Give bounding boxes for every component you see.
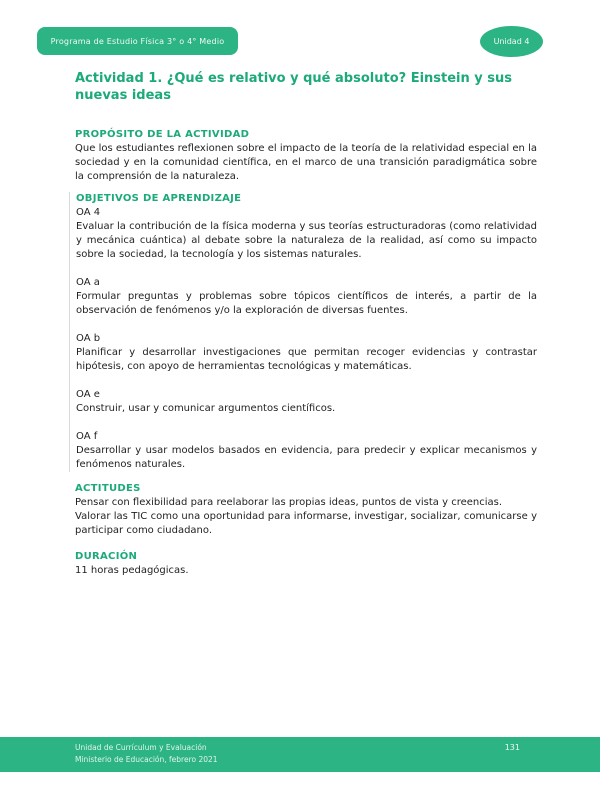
oa-code: OA a — [76, 277, 100, 288]
oa-text: Planificar y desarrollar investigaciones que permitan recoger evidencias y contrastar hipótesis, con apoyo de herramientas tecnológicas y matemáticas. — [76, 347, 537, 372]
actitudes-paragraph: Valorar las TIC como una oportunidad para informarse, investigar, socializar, comunicarse y participar como ciudadano. — [75, 511, 537, 536]
actitudes-heading: ACTITUDES — [75, 483, 141, 494]
section-actitudes — [75, 482, 537, 538]
proposito-heading: PROPÓSITO DE LA ACTIVIDAD — [75, 129, 250, 140]
oa-item — [76, 276, 537, 318]
page-number: 131 — [504, 743, 520, 752]
oa-text: Formular preguntas y problemas sobre tópicos científicos de interés, a partir de la observación de fenómenos y/o la exploración de diversas fuentes. — [76, 291, 537, 316]
footer-bar — [0, 737, 600, 772]
footer-line2: Ministerio de Educación, febrero 2021 — [75, 755, 218, 764]
oa-code: OA e — [76, 389, 100, 400]
objetivos-heading: OBJETIVOS DE APRENDIZAJE — [76, 193, 242, 204]
oa-code: OA b — [76, 333, 101, 344]
footer-credits — [75, 742, 218, 766]
program-header-pill — [37, 27, 238, 55]
duracion-body: 11 horas pedagógicas. — [75, 565, 189, 576]
oa-item — [76, 332, 537, 374]
activity-title: Actividad 1. ¿Qué es relativo y qué absoluto? Einstein y sus nuevas ideas — [75, 71, 513, 103]
oa-text: Evaluar la contribución de la física moderna y sus teorías estructuradoras (como relatividad y mecánica cuántica) al debate sobre la naturaleza de la realidad, así como su impacto sobre la sociedad, la tecnología y los sistemas naturales. — [76, 221, 537, 260]
section-proposito — [75, 128, 537, 184]
oa-item — [76, 430, 537, 472]
program-header-label: Programa de Estudio Física 3° o 4° Medio — [50, 36, 225, 46]
unit-badge-label: Unidad 4 — [493, 37, 530, 46]
duracion-heading: DURACIÓN — [75, 551, 138, 562]
oa-item — [76, 206, 537, 262]
oa-code: OA f — [76, 431, 98, 442]
actitudes-paragraph: Pensar con flexibilidad para reelaborar las propias ideas, puntos de vista y creencias. — [75, 497, 503, 508]
section-objetivos — [69, 192, 537, 472]
oa-text: Desarrollar y usar modelos basados en evidencia, para predecir y explicar mecanismos y fenómenos naturales. — [76, 445, 537, 470]
oa-code: OA 4 — [76, 207, 101, 218]
section-duracion — [75, 550, 537, 578]
oa-text: Construir, usar y comunicar argumentos científicos. — [76, 403, 336, 414]
unit-badge — [480, 26, 543, 57]
oa-item — [76, 388, 537, 416]
footer-line1: Unidad de Currículum y Evaluación — [75, 743, 207, 752]
content-column — [75, 70, 537, 578]
proposito-body: Que los estudiantes reflexionen sobre el impacto de la teoría de la relatividad especial en la sociedad y en la comunidad científica, en el marco de una transición paradigmática sobre la comprensión de la naturaleza. — [75, 143, 537, 182]
